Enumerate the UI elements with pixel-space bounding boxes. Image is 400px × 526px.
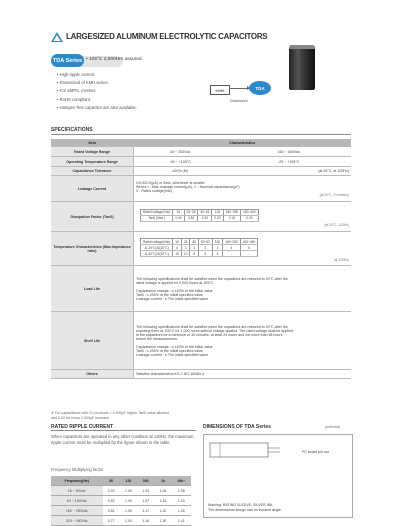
table-cell: 50~63 xyxy=(198,209,212,215)
table-cell: 5 xyxy=(212,251,222,257)
section-divider xyxy=(51,430,196,431)
dissipation-factor-table xyxy=(140,209,259,222)
table-cell: 400~450 xyxy=(241,209,259,215)
spec-line: The following specifications shall be satisfied when the capacitors are restored to 20°C after the xyxy=(136,276,288,281)
spec-line: Tanδ : ≤ 200% of the initial specified value xyxy=(136,348,203,353)
column-header-characteristics: Characteristics xyxy=(134,139,352,147)
kmh-series-box: KMH xyxy=(210,85,230,95)
table-cell: 4 xyxy=(223,245,241,251)
table-cell: 1.20 xyxy=(172,496,191,506)
table-header: 1k xyxy=(154,476,171,486)
frequency-heading: Frequency Multiplying factor xyxy=(51,467,104,472)
feature-item: • RoHS compliant. xyxy=(57,97,227,102)
specifications-table xyxy=(51,139,351,379)
table-cell: 1.00 xyxy=(120,486,137,496)
table-cell: 0.93 xyxy=(103,486,120,496)
spec-value: -25 ~ +105°C xyxy=(226,157,351,167)
table-cell: 0.20 xyxy=(241,215,259,221)
table-cell: 1.00 xyxy=(120,496,137,506)
spec-row-label: Temperature Characteristics (Max.Impedance ratio) xyxy=(51,232,134,266)
table-cell: - xyxy=(240,251,258,257)
table-cell: 16 xyxy=(173,209,184,215)
spec-line: Capacitance change : ≤ ±20% of the initial value xyxy=(136,288,213,293)
table-cell: 1.00 xyxy=(120,506,137,516)
spec-note: (at 120Hz) xyxy=(333,258,349,262)
table-cell: Rated voltage(Vdc) xyxy=(141,239,173,245)
table-cell: 1.41 xyxy=(172,516,191,526)
table-cell: 63 ~ 100Vdc xyxy=(51,496,103,506)
table-cell: 1.07 xyxy=(137,496,154,506)
arrow-right-icon xyxy=(229,88,249,89)
spec-line: Leakage current : ≤ The initial specified value xyxy=(136,296,209,301)
table-cell: 1.15 xyxy=(154,496,171,506)
table-cell: 1.08 xyxy=(172,486,191,496)
marking-note: Marking: RATING SLEEVE, SILVER INK xyxy=(208,503,273,507)
feature-item: • For SMPS, inverter. xyxy=(57,88,227,93)
downsized-caption: Downsized xyxy=(230,99,248,103)
table-cell: Z(-40°C)/Z(20°C) xyxy=(141,251,173,257)
spec-value: -40 ~ +105°C xyxy=(134,157,227,167)
spec-row-label: Capacitance Tolerance xyxy=(51,167,134,176)
spec-value xyxy=(134,232,352,266)
spec-value xyxy=(134,312,352,370)
spec-line: exposing them at 105°C for 1,000 hours without voltage applied. The rated voltage shall be applied xyxy=(136,328,294,333)
table-cell: 5 xyxy=(198,251,212,257)
column-header-item: Item xyxy=(51,139,134,147)
table-cell: 50~63 xyxy=(198,239,212,245)
spec-line: I=0.02CV(μA) or 3mA, whichever is smaller xyxy=(136,180,205,185)
table-cell: 1.03 xyxy=(137,486,154,496)
spec-row-label: Operating Temperature Range xyxy=(51,157,134,167)
table-header: 300 xyxy=(137,476,154,486)
table-cell: 160 ~ 250Vdc xyxy=(51,506,103,516)
spec-note: (at 20°C, at 120Hz) xyxy=(226,167,351,176)
table-cell: 1.00 xyxy=(120,516,137,526)
series-name-badge: TDA Series xyxy=(51,54,84,67)
spec-note: (at 20°C, 120Hz) xyxy=(324,222,349,227)
table-cell: 6 xyxy=(240,245,258,251)
ripple-heading: RATED RIPPLE CURRENT xyxy=(51,424,114,430)
spec-line: Leakage current : ≤ The initial specified value xyxy=(136,352,209,357)
table-cell: 3 xyxy=(198,245,212,251)
table-cell: 0.40 xyxy=(173,215,184,221)
spec-line: Capacitance change : ≤ ±20% of the initial value xyxy=(136,344,213,349)
table-cell: 3 xyxy=(181,245,190,251)
spec-row-label: Others xyxy=(51,370,134,379)
table-header: 120 xyxy=(120,476,137,486)
spec-value xyxy=(134,266,352,312)
table-header: 10k~ xyxy=(172,476,191,486)
table-header: 50 xyxy=(103,476,120,486)
table-cell: 1.32 xyxy=(154,506,171,516)
table-cell: 8 xyxy=(190,251,199,257)
spec-line: The following specifications shall be satisfied when the capacitors are restored to 20°C after the xyxy=(136,324,288,329)
dimension-note: The dimensional design has no incident angle. xyxy=(208,508,282,512)
table-cell: 3 xyxy=(212,245,222,251)
spec-line: before the measurements. xyxy=(136,336,178,341)
table-cell: 0.15 xyxy=(223,215,241,221)
feature-item: • High-ripple current. xyxy=(57,72,227,77)
section-divider xyxy=(51,134,351,135)
table-cell: 0.77 xyxy=(103,516,120,526)
company-logo-icon xyxy=(51,32,63,42)
spec-note: (at 20°C, 5 minutes) xyxy=(319,192,349,197)
table-cell: 160~250 xyxy=(223,239,241,245)
table-cell: 0.20 xyxy=(212,215,223,221)
table-cell: 25~35 xyxy=(184,209,198,215)
table-header: Frequency(Hz) xyxy=(51,476,103,486)
table-cell: 1.30 xyxy=(154,516,171,526)
spec-row-label: Shelf Life xyxy=(51,312,134,370)
table-cell: 1.16 xyxy=(137,516,154,526)
table-cell: - xyxy=(223,251,241,257)
spec-line: Where I : Max. leakage current(μA), C : Nominal capacitance(μF) xyxy=(136,184,240,189)
spec-value: 16 ~ 250Vdc xyxy=(134,147,227,157)
spec-value: ±20% (M) xyxy=(134,167,227,176)
spec-row-label: Leakage Current xyxy=(51,176,134,202)
table-cell: 400~450 xyxy=(240,239,258,245)
spec-row-label: Rated Voltage Range xyxy=(51,147,134,157)
dimensions-heading: DIMENSIONS OF TDA Series xyxy=(203,424,271,430)
table-cell: 25 xyxy=(181,239,190,245)
frequency-multiplier-table xyxy=(51,476,191,526)
dimension-drawing-box xyxy=(203,434,353,518)
spec-value xyxy=(134,202,352,232)
table-cell: 1.05 xyxy=(154,486,171,496)
footnote: add 0.02 for every 1,000μF increase. xyxy=(51,416,110,420)
feature-item: • Halogen-free capacitor are also available. xyxy=(57,105,227,110)
table-cell: Rated voltage(Vdc) xyxy=(141,209,173,215)
table-cell: 100 xyxy=(212,239,222,245)
footnote: ※ For capacitance with Cn products > 1,000μF, higher Tanδ value allowed. xyxy=(51,411,170,415)
spec-line: Tanδ : ≤ 200% of the initial specified value xyxy=(136,292,203,297)
spec-line: to the capacitors for a minimum of 30 minutes, at least 24 hours and not more than 48 hours xyxy=(136,332,283,337)
table-cell: 1.45 xyxy=(172,506,191,516)
spec-line: rated voltage is applied for 2,000 hours at 105°C. xyxy=(136,280,215,285)
feature-list xyxy=(57,72,227,113)
table-cell: 1.17 xyxy=(137,506,154,516)
table-cell: Tanδ (Max.) xyxy=(141,215,173,221)
table-cell: 0.25 xyxy=(198,215,212,221)
table-cell: 35 xyxy=(190,239,199,245)
table-cell: 315 ~ 450Vdc xyxy=(51,516,103,526)
table-cell: Z(-25°C)/Z(20°C) xyxy=(141,245,173,251)
tda-series-circle: TDA xyxy=(249,81,271,95)
table-cell: 0.81 xyxy=(103,506,120,516)
table-cell: 3 xyxy=(190,245,199,251)
table-cell: 15 xyxy=(173,251,182,257)
capacitor-outline-drawing xyxy=(208,439,348,497)
impedance-ratio-table xyxy=(140,238,258,257)
spec-value xyxy=(134,176,352,202)
table-cell: 10 xyxy=(181,251,190,257)
table-cell: 160~250 xyxy=(223,209,241,215)
feature-item: • Downsized of KMH series. xyxy=(57,80,227,85)
capacitor-photo xyxy=(289,45,315,90)
table-cell: 0.35 xyxy=(184,215,198,221)
table-cell: 4 xyxy=(173,245,182,251)
page-title: LARGESIZED ALUMINUM ELECTROLYTIC CAPACITORS xyxy=(66,32,268,41)
table-cell: 100 xyxy=(212,209,223,215)
spec-value: Satisfies characteristics KS C IEC 60384-4 xyxy=(134,370,352,379)
specifications-heading: SPECIFICATIONS xyxy=(51,127,93,133)
spec-value: 160 ~ 400Vdc xyxy=(226,147,351,157)
spec-row-label: Load Life xyxy=(51,266,134,312)
table-cell: 16 xyxy=(173,239,182,245)
table-cell: 0.92 xyxy=(103,496,120,506)
spec-line: V : Rated voltage(Vdc) xyxy=(136,188,173,193)
table-cell: 16 ~ 50Vdc xyxy=(51,486,103,496)
spec-row-label: Dissipation Factor (Tanδ) xyxy=(51,202,134,232)
series-subtitle: • 105°C 2,000Hrs assured. xyxy=(86,57,143,62)
unit-label: (unit:mm) xyxy=(325,425,341,429)
ripple-description: When capacitors are operated in any other condition at 120Hz, the maximum ripple current must be multiplied by the figure shown in the table. xyxy=(51,434,194,446)
pc-board-label: PC board pin out xyxy=(302,450,329,454)
